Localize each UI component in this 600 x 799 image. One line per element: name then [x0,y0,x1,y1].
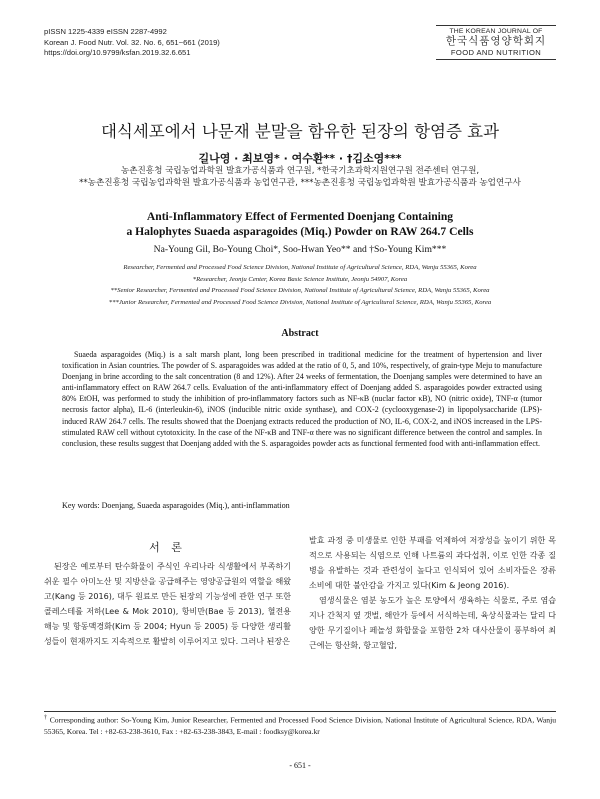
affiliation-ko-line: **농촌진흥청 국립농업과학원 발효가공식품과 농업연구관, ***농촌진흥청 국립농업과학원 발효가공식품과 농업연구사 [79,178,521,188]
title-english [40,209,560,239]
keywords-label: Key words: [62,501,100,510]
issn-line: pISSN 1225-4339 eISSN 2287-4992 [44,27,167,36]
abstract-heading: Abstract [281,328,319,339]
affiliation-en-line: Researcher, Fermented and Processed Food Science Division, National Institute of Agricultural Science, RDA, Wanju 55365, Korea [123,264,477,271]
journal-meta [44,27,220,59]
affiliation-en-line: **Senior Researcher, Fermented and Processed Food Science Division, National Institute of Agricultural Science, RDA, Wanju 55365, Korea [110,287,490,295]
authors-korean: 길나영 · 최보영* · 여수환** · †김소영*** [198,152,402,165]
keywords-list: Doenjang, Suaeda asparagoides (Miq.), anti-inflammation [101,501,290,510]
intro-column-left [44,559,291,649]
affiliation-ko-line: 농촌진흥청 국립농업과학원 발효가공식품과 연구원, *한국기초과학지원연구원 전주센터 연구원, [120,166,480,176]
journal-name-en-top: THE KOREAN JOURNAL OF [449,28,543,35]
journal-name-ko: 한국식품영양학회지 [445,35,547,47]
affiliation-en-line: ***Junior Researcher, Fermented and Processed Food Science Division, National Institute of Agricultural Science, RDA, Wanju 55365, Korea [108,298,492,306]
section-heading-introduction: 서 론 [149,541,186,554]
journal-top-rule [436,25,556,26]
journal-logo [436,25,556,62]
corresponding-author-footnote [44,713,556,737]
page-number: - 651 - [289,761,311,770]
title-korean: 대식세포에서 나문재 분말을 함유한 된장의 항염증 효과 [100,122,500,141]
abstract-body [62,349,542,449]
intro-paragraph: 된장은 예로부터 탄수화물이 주식인 우리나라 식생활에서 부족하기 쉬운 필수 아미노산 및 지방산을 공급해주는 영양공급원의 역할을 해왔고(Kang 등 2016), 대두 원료로 만든 된장의 기능성에 관한 연구 또한 콜레스테롤 저하(Lee & Mok 2010), 항비만(Bae 등 2013), 혈전용해능 및 항동맥경화(Kim 등 2004; Hyun 등 2005) 등 다양한 생리활성들이 현재까지도 지속적으로 활발히 이루어지고 있다. 그러나 된장은 [44,562,291,646]
affiliations-english [40,262,560,308]
journal-name-en-bottom: FOOD AND NUTRITION [450,48,542,57]
intro-column-right [309,533,556,653]
intro-paragraph: 발효 과정 중 미생물로 인한 부패를 억제하여 저장성을 높이기 위한 목적으로 사용되는 식염으로 인해 나트륨의 과다섭취, 이로 인한 각종 질병을 유발하는 것과 관련성이 높다고 인식되어 있어 소비자들은 장류 소비에 대한 불안감을 가지고 있다(Kim & Jeong 2016). [309,536,556,590]
footnote-divider [44,711,556,712]
doi-link[interactable]: https://doi.org/10.9799/ksfan.2019.32.6.651 [44,48,191,58]
affiliation-en-line: *Researcher, Jeonju Center, Korea Basic Science Institute, Jeonju 54907, Korea [192,275,408,283]
title-english-line-2: a Halophytes Suaeda asparagoides (Miq.) Powder on RAW 264.7 Cells [126,225,474,238]
citation-line: Korean J. Food Nutr. Vol. 32. No. 6, 651~661 (2019) [44,37,220,47]
title-english-line-1: Anti-Inflammatory Effect of Fermented Doenjang Containing [146,210,454,223]
keywords [62,501,290,510]
affiliations-korean [40,165,560,189]
journal-bottom-rule [436,59,556,60]
intro-paragraph: 염생식물은 염분 농도가 높은 토양에서 생육하는 식물로, 주로 염습지나 간척지 옆 갯벌, 해안가 등에서 서식하는데, 육상식물과는 달리 다양한 무기질이나 페놀성 화합물을 포함한 2차 대사산물이 풍부하여 최근에는 항산화, 항고혈압, [309,596,556,650]
footnote-dagger: † [44,715,48,721]
footnote-text: Corresponding author: So-Young Kim, Junior Researcher, Fermented and Processed Food Science Division, National Institute of Agricultural Science, RDA, Wanju 55365, Korea. Tel : +82-63-238-3610, Fax : +82-63-238-3843, E-mail : foodksy@korea.kr [44,715,557,736]
authors-english: Na-Young Gil, Bo-Young Choi*, Soo-Hwan Yeo** and †So-Young Kim*** [153,244,447,255]
abstract-text: Suaeda asparagoides (Miq.) is a salt marsh plant, long been prescribed in traditional medicine for the treatment of hypertension and liver toxification in Asian countries. The powder of S. asparagoides was added at the ratio of 0, 5, and 10%, respectively, of grain-type Meju to manufacture Doenjang in brine according to the salt concentration (8 and 12%). After 24 weeks of fermentation, the Doenjang samples were determined to have an anti-inflammatory effect on RAW 264.7 cells. Evaluation of the anti-inflammatory effect of Doenjang added S. asparagoides powder extracted using 80% EtOH, was performed to study the inhibition of pro-inflammatory factors such as NF-κB (nuclar factor κB), NO (nitric oxide), TNF-α (tumor necrosis factor alpha), IL-6 (interleukin-6), iNOS (inducible nitric oxide synthase), and COX-2 (cyclooxygenase-2) in lipopolysaccharide (LPS)-induced RAW 264.7 cells. The results showed that the Doenjang extracts reduced the production of NO, IL-6, COX-2, and iNOS increased in the LPS-stimulated RAW cell without cytotoxicity. In the case of the NF-κB and TNF-α there was no significant difference between the control and samples. In conclusion, these results suggest that Doenjang added with the S. asparagoides powder acts as functional fermented food with anti-inflammation effect. [62,350,542,448]
